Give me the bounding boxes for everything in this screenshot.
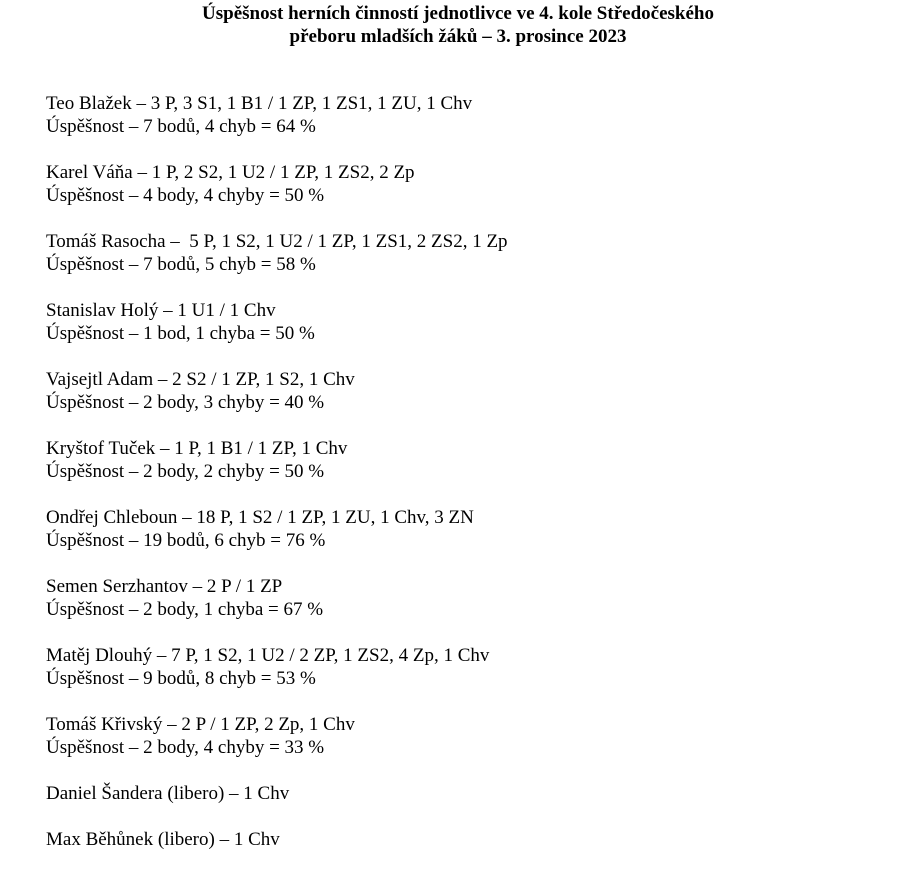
- player-entry-blazek: [46, 92, 906, 161]
- document-title: [0, 2, 916, 48]
- player-entry-dlouhy: [46, 644, 906, 713]
- player-success: Úspěšnost – 19 bodů, 6 chyb = 76 %: [46, 530, 326, 551]
- player-stats: Tomáš Křivský – 2 P / 1 ZP, 2 Zp, 1 Chv: [46, 714, 355, 735]
- player-entry-vana: [46, 161, 906, 230]
- player-entry-serzhantov: [46, 575, 906, 644]
- player-success: Úspěšnost – 9 bodů, 8 chyb = 53 %: [46, 668, 316, 689]
- player-stats: Karel Váňa – 1 P, 2 S2, 1 U2 / 1 ZP, 1 ZS2, 2 Zp: [46, 162, 415, 183]
- player-success: Úspěšnost – 2 body, 1 chyba = 67 %: [46, 599, 324, 620]
- player-success: Úspěšnost – 4 body, 4 chyby = 50 %: [46, 185, 325, 206]
- title-line-1: Úspěšnost herních činností jednotlivce ve 4. kole Středočeského: [202, 3, 714, 24]
- title-line-2: přeboru mladších žáků – 3. prosince 2023: [289, 26, 627, 47]
- player-success: Úspěšnost – 7 bodů, 4 chyb = 64 %: [46, 116, 316, 137]
- player-stats: Tomáš Rasocha – 5 P, 1 S2, 1 U2 / 1 ZP, 1 ZS1, 2 ZS2, 1 Zp: [46, 231, 508, 252]
- player-entry-krivsky: [46, 713, 906, 782]
- player-entry-tucek: [46, 437, 906, 506]
- player-stats: Stanislav Holý – 1 U1 / 1 Chv: [46, 300, 276, 321]
- player-entry-rasocha: [46, 230, 906, 299]
- player-entry-behunek: [46, 828, 906, 874]
- player-success: Úspěšnost – 2 body, 4 chyby = 33 %: [46, 737, 325, 758]
- player-entry-sandera: [46, 782, 906, 828]
- player-stats: Max Běhůnek (libero) – 1 Chv: [46, 829, 280, 850]
- player-success: Úspěšnost – 7 bodů, 5 chyb = 58 %: [46, 254, 316, 275]
- player-stats: Daniel Šandera (libero) – 1 Chv: [46, 783, 290, 804]
- player-stats: Semen Serzhantov – 2 P / 1 ZP: [46, 576, 283, 597]
- player-stats: Ondřej Chleboun – 18 P, 1 S2 / 1 ZP, 1 ZU, 1 Chv, 3 ZN: [46, 507, 474, 528]
- player-stats: Vajsejtl Adam – 2 S2 / 1 ZP, 1 S2, 1 Chv: [46, 369, 355, 390]
- player-success: Úspěšnost – 1 bod, 1 chyba = 50 %: [46, 323, 315, 344]
- player-entry-chleboun: [46, 506, 906, 575]
- player-entry-vajsejtl: [46, 368, 906, 437]
- player-success: Úspěšnost – 2 body, 3 chyby = 40 %: [46, 392, 325, 413]
- player-list: [46, 92, 906, 874]
- player-stats: Kryštof Tuček – 1 P, 1 B1 / 1 ZP, 1 Chv: [46, 438, 348, 459]
- player-stats: Teo Blažek – 3 P, 3 S1, 1 B1 / 1 ZP, 1 ZS1, 1 ZU, 1 Chv: [46, 93, 473, 114]
- player-entry-holy: [46, 299, 906, 368]
- player-success: Úspěšnost – 2 body, 2 chyby = 50 %: [46, 461, 325, 482]
- player-stats: Matěj Dlouhý – 7 P, 1 S2, 1 U2 / 2 ZP, 1 ZS2, 4 Zp, 1 Chv: [46, 645, 490, 666]
